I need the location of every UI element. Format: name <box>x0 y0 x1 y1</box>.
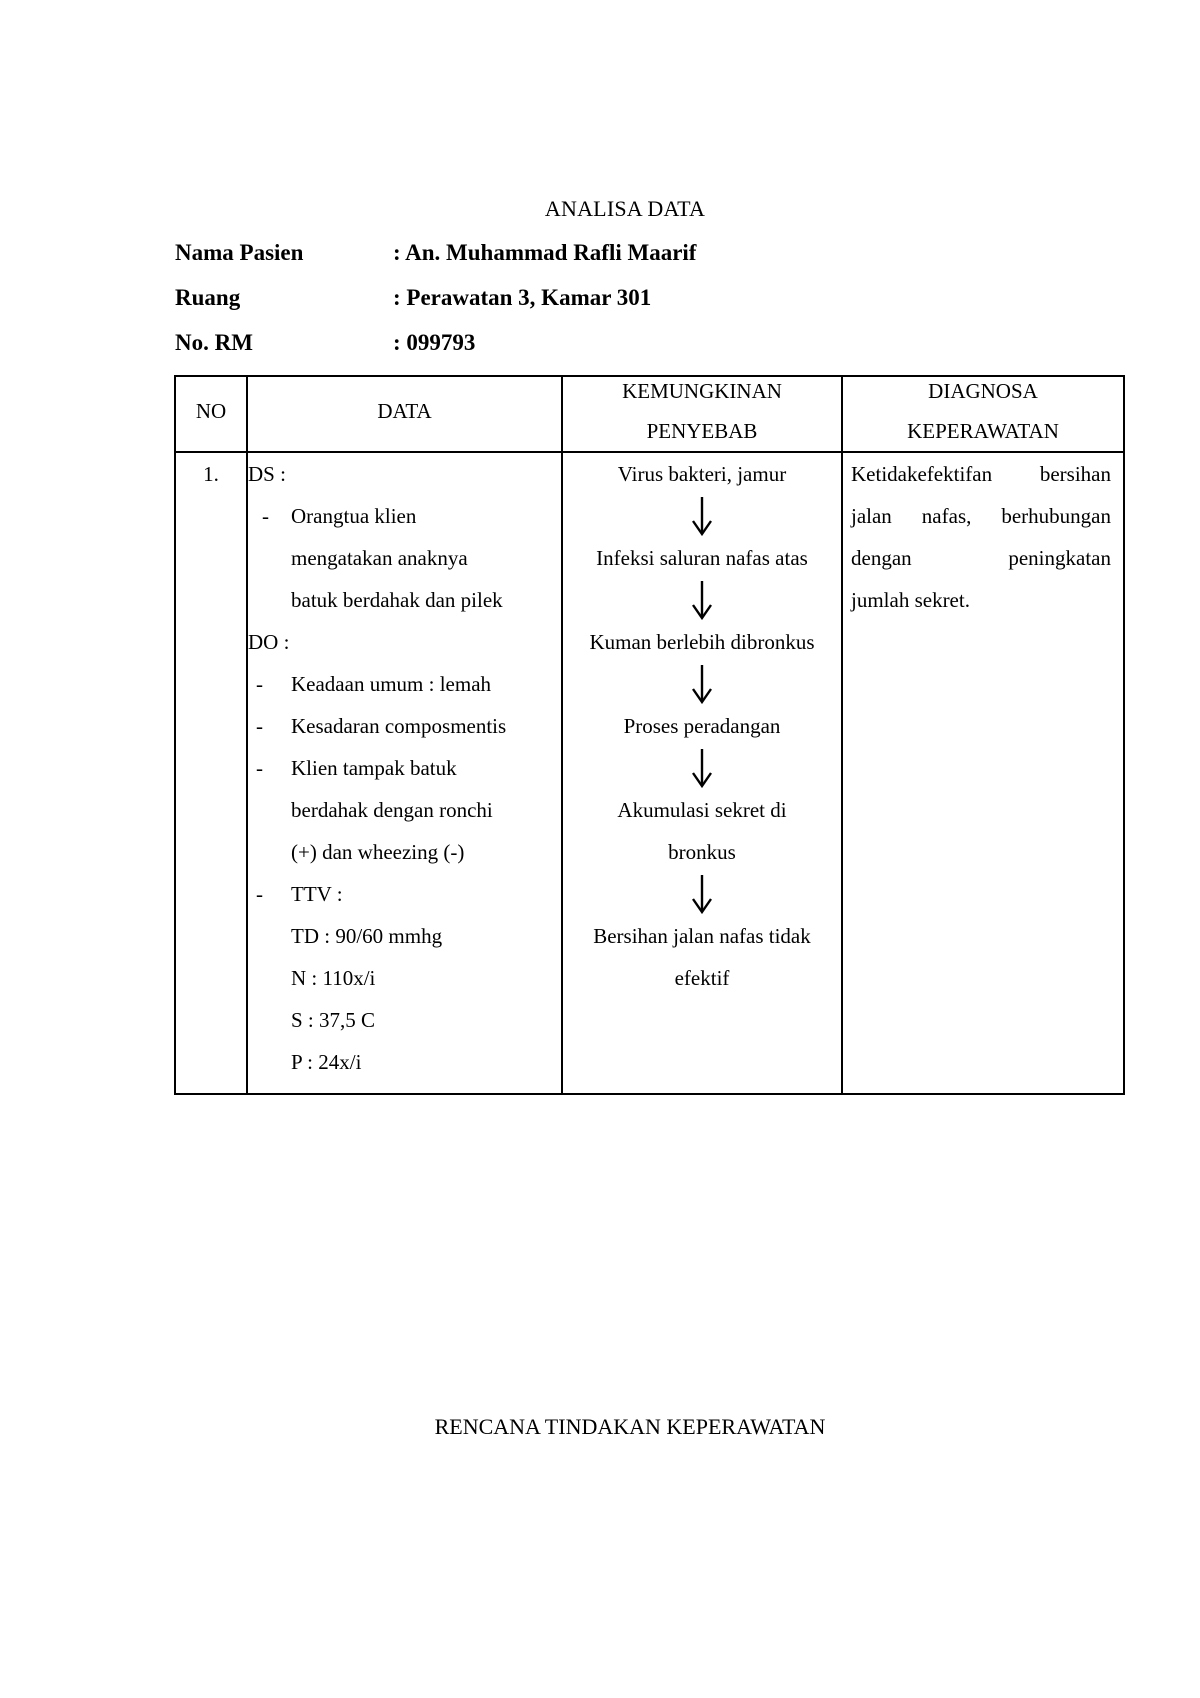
do-item-line: N : 110x/i <box>291 966 376 990</box>
do-item <box>248 873 561 1083</box>
bullet-dash: - <box>262 504 269 528</box>
data-cell <box>247 452 562 1094</box>
header-cause-cell <box>562 376 842 452</box>
do-item-line: TD : 90/60 mmhg <box>291 924 443 948</box>
row-number-cell <box>175 452 247 1094</box>
arrow-down-icon <box>563 495 841 537</box>
table-header-row <box>175 376 1124 452</box>
patient-room-value: : Perawatan 3, Kamar 301 <box>393 285 652 310</box>
cause-step-line: Infeksi saluran nafas atas <box>596 546 808 570</box>
cause-step-line: bronkus <box>668 840 736 864</box>
cause-cell <box>562 452 842 1094</box>
ds-item-line: mengatakan anaknya <box>291 546 468 570</box>
cause-step-line: Kuman berlebih dibronkus <box>589 630 815 654</box>
do-item-line: S : 37,5 C <box>291 1008 376 1032</box>
header-diagnosis-line1: DIAGNOSA <box>928 379 1038 403</box>
diagnosis-line: Ketidakefektifan bersihan <box>851 462 1111 486</box>
arrow-down-icon <box>563 579 841 621</box>
do-item-line: Keadaan umum : lemah <box>291 672 492 696</box>
cause-step-line: Akumulasi sekret di <box>617 798 787 822</box>
cause-step-line: Virus bakteri, jamur <box>617 462 787 486</box>
ds-item <box>248 495 561 621</box>
cause-step <box>563 915 841 999</box>
header-no: NO <box>195 399 227 423</box>
do-item-line: P : 24x/i <box>291 1050 362 1074</box>
do-item-line: berdahak dengan ronchi <box>291 798 493 822</box>
cause-step-line: Bersihan jalan nafas tidak <box>593 924 811 948</box>
document-title: ANALISA DATA <box>544 196 706 221</box>
do-item <box>248 747 561 873</box>
arrow-down-icon <box>563 747 841 789</box>
ds-label: DS : <box>248 462 286 486</box>
do-item-line: (+) dan wheezing (-) <box>291 840 465 864</box>
header-no-cell <box>175 376 247 452</box>
ds-item-line: Orangtua klien <box>291 504 417 528</box>
bullet-dash: - <box>256 672 263 696</box>
cause-step <box>563 537 841 579</box>
do-item-line: Kesadaran composmentis <box>291 714 507 738</box>
bullet-dash: - <box>256 882 263 906</box>
arrow-down-icon <box>563 663 841 705</box>
ds-item-line: batuk berdahak dan pilek <box>291 588 503 612</box>
patient-rm-value: : 099793 <box>393 330 476 355</box>
header-data: DATA <box>377 399 432 423</box>
header-cause-line2: PENYEBAB <box>646 419 758 443</box>
cause-step-line: Proses peradangan <box>623 714 781 738</box>
cause-step-line: efektif <box>674 966 730 990</box>
patient-name-label: Nama Pasien <box>175 240 304 265</box>
header-diagnosis-cell <box>842 376 1124 452</box>
analysis-table <box>174 375 1125 1095</box>
patient-name-value: : An. Muhammad Rafli Maarif <box>393 240 697 265</box>
do-item-line: Klien tampak batuk <box>291 756 457 780</box>
header-data-cell <box>247 376 562 452</box>
header-cause-line1: KEMUNGKINAN <box>622 379 782 403</box>
do-label: DO : <box>248 630 290 654</box>
do-item <box>248 663 561 705</box>
diagnosis-line: jumlah sekret. <box>851 588 970 612</box>
do-item <box>248 705 561 747</box>
header-diagnosis-line2: KEPERAWATAN <box>907 419 1059 443</box>
patient-rm-label: No. RM <box>175 330 253 355</box>
bullet-dash: - <box>256 714 263 738</box>
cause-step <box>563 705 841 747</box>
diagnosis-line: jalan nafas, berhubungan <box>851 504 1111 528</box>
diagnosis-line: dengan peningkatan <box>851 546 1111 570</box>
cause-step <box>563 453 841 495</box>
patient-room-label: Ruang <box>175 285 241 310</box>
cause-step <box>563 789 841 873</box>
bullet-dash: - <box>256 756 263 780</box>
table-row <box>175 452 1124 1094</box>
do-item-line: TTV : <box>291 882 343 906</box>
cause-step <box>563 621 841 663</box>
row-number: 1. <box>203 462 219 486</box>
arrow-down-icon <box>563 873 841 915</box>
next-section-title: RENCANA TINDAKAN KEPERAWATAN <box>434 1414 826 1439</box>
diagnosis-cell <box>842 452 1124 1094</box>
